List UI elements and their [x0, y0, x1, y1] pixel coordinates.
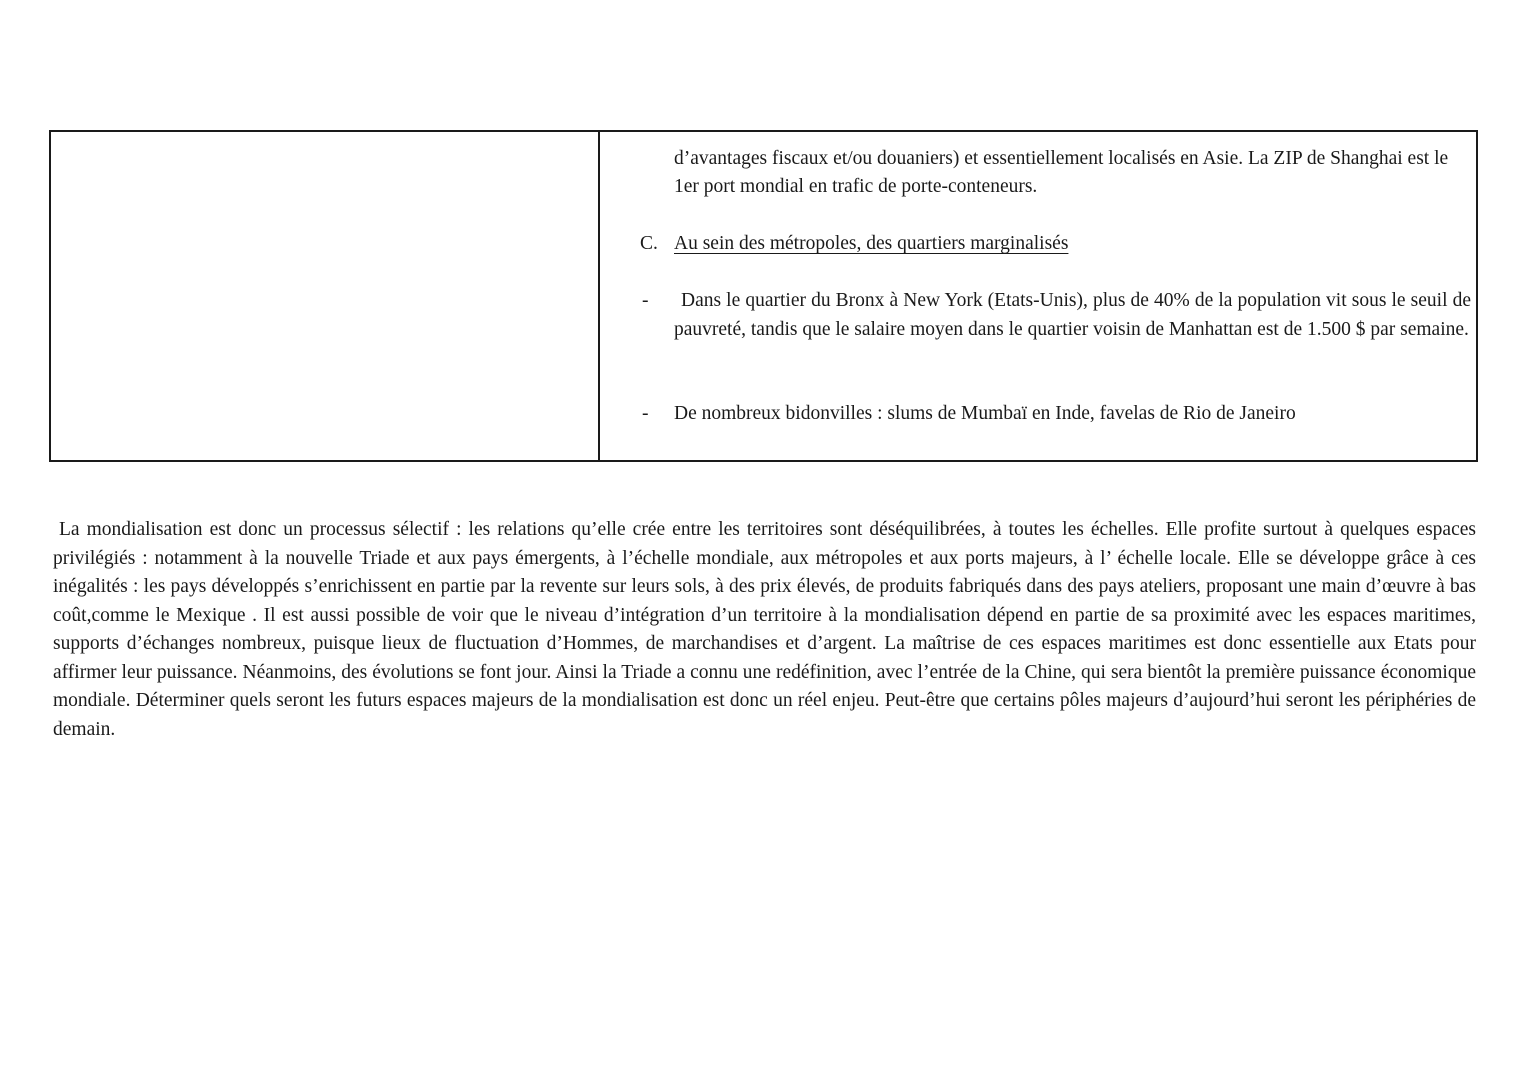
continuation-line-1: d’avantages fiscaux et/ou douaniers) et essentiellement localisés en Asie. La ZIP de Shanghai est le [674, 148, 1449, 169]
bullet-slums-text: De nombreux bidonvilles : slums de Mumbaï en Inde, favelas de Rio de Janeiro [674, 403, 1296, 424]
table-right-cell [600, 132, 1476, 460]
content-table [49, 130, 1478, 462]
bullet-bronx-text: Dans le quartier du Bronx à New York (Etats-Unis), plus de 40% de la population vit sous le seuil de pauvreté, tandis que le salaire moyen dans le quartier voisin de Manhattan est de 1.500 $ par semaine. [674, 290, 1471, 340]
bullet-marker: - [642, 290, 649, 311]
section-letter: C. [640, 233, 658, 254]
table-left-cell [51, 132, 600, 460]
continuation-line-2: 1er port mondial en trafic de porte-conteneurs. [674, 176, 1038, 197]
bullet-marker: - [642, 403, 649, 424]
section-heading: Au sein des métropoles, des quartiers marginalisés [674, 233, 1069, 254]
conclusion-paragraph: La mondialisation est donc un processus sélectif : les relations qu’elle crée entre les territoires sont déséquilibrées, à toutes les échelles. Elle profite surtout à quelques espaces privilégiés : notamment à la nouvelle Triade et aux pays émergents, à l’échelle mondiale, aux métropoles et aux ports majeurs, à l’ échelle locale. Elle se développe grâce à ces inégalités : les pays développés s’enrichissent en partie par la revente sur leurs sols, à des prix élevés, de produits fabriqués dans des pays ateliers, proposant une main d’œuvre à bas coût,comme le Mexique . Il est aussi possible de voir que le niveau d’intégration d’un territoire à la mondialisation dépend en partie de sa proximité avec les espaces maritimes, supports d’échanges nombreux, puisque lieux de fluctuation d’Hommes, de marchandises et d’argent. La maîtrise de ces espaces maritimes est donc essentielle aux Etats pour affirmer leur puissance. Néanmoins, des évolutions se font jour. Ainsi la Triade a connu une redéfinition, avec l’entrée de la Chine, qui sera bientôt la première puissance économique mondiale. Déterminer quels seront les futurs espaces majeurs de la mondialisation est donc un réel enjeu. Peut-être que certains pôles majeurs d’aujourd’hui seront les périphéries de demain. [53, 519, 1476, 740]
